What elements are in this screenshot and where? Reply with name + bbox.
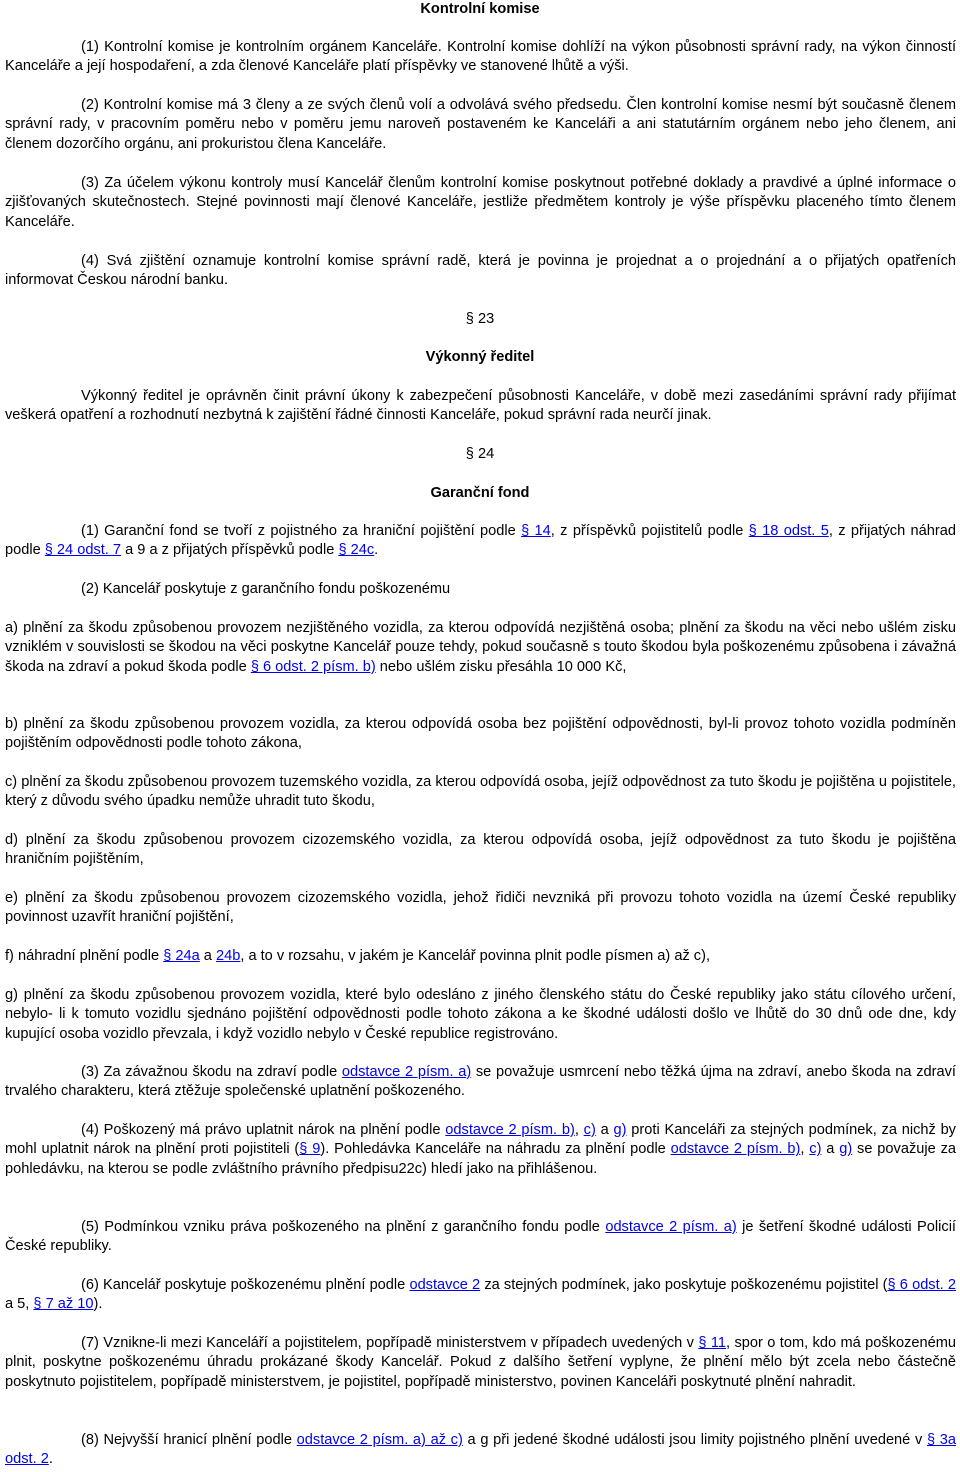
link-s24c[interactable]: § 24c [338,542,375,559]
list-item-c: c) plnění za škodu způsobenou provozem tuzemského vozidla, za kterou odpovídá osoba, jejíž odpovědnost za tuto škodu je pojištěna u pojistitele, který z důvodu svého úpadku nemůže uhradit tuto škodu, [5,774,956,810]
link-odst2-psm-a[interactable]: odstavce 2 písm. a) [341,1064,472,1080]
link-s6-odst2[interactable]: § 6 odst. 2 [887,1277,957,1293]
paragraph-s23-1: Výkonný ředitel je oprávněn činit právní úkony k zabezpečení působnosti Kanceláře, v době mezi zasedáními správní rady přijímat veškerá opatření a rozhodnutí nezbytná k zajištění řádné činnosti Kanceláře, pokud správní rada neurčí jinak. [5,388,956,424]
link-odst2-psm-b[interactable]: odstavce 2 písm. b) [445,1122,575,1138]
link-24b[interactable]: 24b [215,948,241,964]
link-psm-g[interactable]: g) [613,1122,627,1138]
link-psm-c-2[interactable]: c) [809,1141,822,1158]
link-s14[interactable]: § 14 [521,523,551,539]
list-item-a: a) plnění za škodu způsobenou provozem nezjištěného vozidla, za kterou odpovídá nezjištěná osoba; plnění za škodu na věci nebo ušlém zisku vzniklém v souvislosti se škodou na věci poskytne Kancelář pouze tehdy, pokud současně s touto škodou byla poškozenému způsobena i závažná škoda na zdraví a pokud škoda podle § 6 odst. 2 písm. b) nebo ušlém zisku přesáhla 10 000 Kč, [5,620,956,675]
link-s24-odst7[interactable]: § 24 odst. 7 [44,542,122,559]
link-psm-c[interactable]: c) [583,1122,596,1138]
list-item-b: b) plnění za škodu způsobenou provozem vozidla, za kterou odpovídá osoba bez pojištění odpovědnosti, byl-li provoz tohoto vozidla podmíněn pojištěním odpovědnosti podle tohoto zákona, [5,716,956,752]
section-title-vykonny-reditel: Výkonný ředitel [425,349,535,365]
list-item-g: g) plnění za škodu způsobenou provozem vozidla, které bylo odesláno z jiného členského státu do České republiky jako státu cílového určení, nebylo- li k tomuto vozidlu sjednáno pojištění odpovědnosti podle tohoto zákona a ke škodné události došlo ve lhůtě do 30 dnů ode dne, kdy kupující osoba vozidlo převzala, i když vozidlo nebylo v České republice registrováno. [5,987,956,1042]
paragraph-s24-1: (1) Garanční fond se tvoří z pojistného za hraniční pojištění podle § 14, z příspěvků pojistitelů podle § 18 odst. 5, z přijatých náhrad podle § 24 odst. 7 a 9 a z přijatých příspěvků podle § 24c. [5,523,956,559]
paragraph-kk-4: (4) Svá zjištění oznamuje kontrolní komise správní radě, která je povinna je projednat a o projednání a o přijatých opatřeních informovat Českou národní banku. [5,253,956,289]
paragraph-s24-4: (4) Poškozený má právo uplatnit nárok na plnění podle odstavce 2 písm. b), c) a g) proti Kanceláři za stejných podmínek, za nichž by mohl uplatnit nárok na plnění proti pojistiteli (§ 9). Pohledávka Kanceláře na náhradu za plnění podle odstavce 2 písm. b), c) a g) se považuje za pohledávku, na kterou se podle zvláštního právního předpisu22c) hledí jako na přihlášenou. [5,1122,956,1177]
paragraph-s24-8: (8) Nejvyšší hranicí plnění podle odstavce 2 písm. a) až c) a g při jedené škodné události jsou limity pojistného plnění uvedené v § 3a odst. 2. [5,1432,956,1468]
link-s18-odst5[interactable]: § 18 odst. 5 [748,523,829,539]
link-psm-g-2[interactable]: g) [839,1141,853,1158]
link-s9[interactable]: § 9 [299,1141,321,1158]
link-s7-az-10[interactable]: § 7 až 10 [33,1296,94,1313]
link-odst2-psm-b-2[interactable]: odstavce 2 písm. b) [670,1141,801,1158]
paragraph-s24-5: (5) Podmínkou vzniku práva poškozeného na plnění z garančního fondu podle odstavce 2 písm. a) je šetření škodné události Policií České republiky. [5,1219,956,1255]
link-s6-odst2-psm-b[interactable]: § 6 odst. 2 písm. b) [250,658,376,675]
list-item-d: d) plnění za škodu způsobenou provozem cizozemského vozidla, za kterou odpovídá osoba, jejíž odpovědnost za tuto škodu je pojištěna hraničním pojištěním, [5,832,956,868]
paragraph-kk-3: (3) Za účelem výkonu kontroly musí Kancelář členům kontrolní komise poskytnout potřebné doklady a pravdivé a úplné informace o zjišťovaných skutečnostech. Stejné povinnosti mají členové Kanceláře, jestliže předmětem kontroly je výše příspěvku placeného tímto členem Kanceláře. [5,175,956,230]
section-number-24: § 24 [465,446,495,462]
list-item-e: e) plnění za škodu způsobenou provozem cizozemského vozidla, jehož řidiči nevzniká při provozu tohoto vozidla na území České republiky povinnost uzavřít hraniční pojištění, [5,890,956,926]
paragraph-kk-2: (2) Kontrolní komise má 3 členy a ze svých členů volí a odvolává svého předsedu. Člen kontrolní komise nesmí být současně členem správní rady, v pracovním poměru nebo v poměru jemu naroveň postaveném ke Kanceláři a ani statutárním orgánem nebo jeho členem, ani členem dozorčího orgánu, ani prokuristou člena Kanceláře. [5,97,956,152]
paragraph-s24-2: (2) Kancelář poskytuje z garančního fondu poškozenému [81,581,451,597]
paragraph-s24-7: (7) Vznikne-li mezi Kanceláří a pojistitelem, popřípadě ministerstvem v případech uvedených v § 11, spor o tom, kdo má poškozenému plnit, poskytne poškozenému úhradu prokázané škody Kancelář. Pokud z dalšího šetření vyplyne, že plnění mělo být zcela nebo částečně poskytnuto pojistitelem, popřípadě ministerstvem, je pojistitel, popřípadě ministerstvo, povinen Kanceláři poskytnuté plnění nahradit. [5,1335,957,1390]
list-item-f: f) náhradní plnění podle § 24a a 24b, a to v rozsahu, v jakém je Kancelář povinna plnit podle písmen a) až c), [5,948,711,964]
link-odst2-psm-a-az-c[interactable]: odstavce 2 písm. a) až c) [296,1432,463,1448]
paragraph-s24-3: (3) Za závažnou škodu na zdraví podle odstavce 2 písm. a) se považuje usmrcení nebo těžká újma na zdraví, anebo škoda na zdraví trvalého charakteru, která ztěžuje společenské uplatnění poškozeného. [5,1064,956,1100]
link-s3a-odst2[interactable]: § 3a odst. 2 [5,1432,956,1468]
section-number-23: § 23 [465,311,495,327]
link-odst2-psm-a-2[interactable]: odstavce 2 písm. a) [605,1219,737,1235]
section-title-kontrolni-komise: Kontrolní komise [420,1,540,17]
paragraph-kk-1: (1) Kontrolní komise je kontrolním orgánem Kanceláře. Kontrolní komise dohlíží na výkon působnosti správní rady, na výkon činností Kanceláře a její hospodaření, a zda členové Kanceláře platí příspěvky ve stanovené lhůtě a výši. [5,39,956,75]
link-odstavce-2[interactable]: odstavce 2 [409,1277,481,1293]
paragraph-s24-6: (6) Kancelář poskytuje poškozenému plnění podle odstavce 2 za stejných podmínek, jako poskytuje poškozenému pojistitel (§ 6 odst. 2 a 5, § 7 až 10). [5,1277,957,1313]
link-s11[interactable]: § 11 [698,1335,727,1351]
link-s24a[interactable]: § 24a [163,948,200,964]
section-title-garancni-fond: Garanční fond [430,485,530,501]
